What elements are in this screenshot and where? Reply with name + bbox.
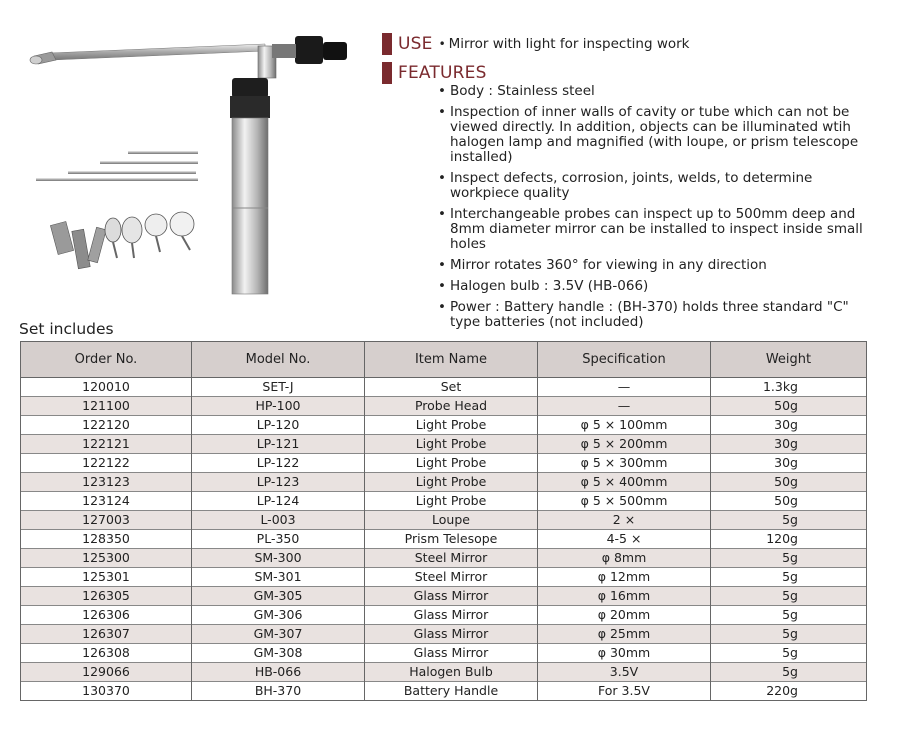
- item-name-cell: Prism Telesope: [365, 530, 538, 549]
- weight-cell: 220g: [711, 682, 867, 701]
- table-row: [21, 568, 867, 587]
- weight-cell: 50g: [711, 473, 867, 492]
- mirror-attachments: [50, 212, 194, 269]
- weight-cell: 30g: [711, 435, 867, 454]
- feature-item: • Power : Battery handle : (BH-370) holds three standard "C" type batteries (not included): [438, 300, 868, 330]
- set-includes-title: Set includes: [19, 320, 114, 338]
- order-no-cell: 130370: [21, 682, 192, 701]
- model-no-cell: LP-121: [192, 435, 365, 454]
- features-heading-bar: [382, 62, 392, 84]
- table-row: [21, 644, 867, 663]
- order-no-cell: 128350: [21, 530, 192, 549]
- order-no-cell: 126308: [21, 644, 192, 663]
- model-no-cell: LP-120: [192, 416, 365, 435]
- item-name-cell: Steel Mirror: [365, 568, 538, 587]
- weight-cell: 1.3kg: [711, 378, 867, 397]
- model-no-cell: SET-J: [192, 378, 365, 397]
- model-no-cell: LP-123: [192, 473, 365, 492]
- order-no-cell: 123124: [21, 492, 192, 511]
- specification-cell: φ 16mm: [538, 587, 711, 606]
- model-no-cell: GM-306: [192, 606, 365, 625]
- weight-cell: 5g: [711, 663, 867, 682]
- use-heading-bar: [382, 33, 392, 55]
- order-no-cell: 122121: [21, 435, 192, 454]
- item-name-cell: Glass Mirror: [365, 606, 538, 625]
- model-no-cell: GM-307: [192, 625, 365, 644]
- feature-item: • Interchangeable probes can inspect up to 500mm deep and 8mm diameter mirror can be installed to inspect inside small holes: [438, 207, 868, 252]
- weight-cell: 5g: [711, 511, 867, 530]
- weight-cell: 5g: [711, 549, 867, 568]
- model-no-cell: BH-370: [192, 682, 365, 701]
- specification-cell: —: [538, 378, 711, 397]
- order-no-cell: 129066: [21, 663, 192, 682]
- model-no-cell: HB-066: [192, 663, 365, 682]
- col-specification: Specification: [538, 342, 711, 378]
- order-no-cell: 126306: [21, 606, 192, 625]
- item-name-cell: Light Probe: [365, 435, 538, 454]
- specification-cell: φ 5 × 100mm: [538, 416, 711, 435]
- weight-cell: 50g: [711, 492, 867, 511]
- order-no-cell: 126307: [21, 625, 192, 644]
- weight-cell: 120g: [711, 530, 867, 549]
- item-name-cell: Loupe: [365, 511, 538, 530]
- use-description-wrap: • Mirror with light for inspecting work: [438, 36, 690, 52]
- order-no-cell: 125301: [21, 568, 192, 587]
- order-no-cell: 127003: [21, 511, 192, 530]
- table-row: [21, 625, 867, 644]
- table-row: [21, 492, 867, 511]
- model-no-cell: L-003: [192, 511, 365, 530]
- specification-cell: φ 20mm: [538, 606, 711, 625]
- table-row: [21, 511, 867, 530]
- model-no-cell: HP-100: [192, 397, 365, 416]
- specification-cell: φ 8mm: [538, 549, 711, 568]
- order-no-cell: 121100: [21, 397, 192, 416]
- order-no-cell: 120010: [21, 378, 192, 397]
- table-row: [21, 606, 867, 625]
- model-no-cell: PL-350: [192, 530, 365, 549]
- specification-cell: For 3.5V: [538, 682, 711, 701]
- feature-item: • Inspection of inner walls of cavity or tube which can not be viewed directly. In addition, objects can be illuminated wtih halogen lamp and magnified (with loupe, or prism telescope installed): [438, 105, 868, 165]
- order-no-cell: 126305: [21, 587, 192, 606]
- col-item-name: Item Name: [365, 342, 538, 378]
- set-includes-table: [20, 341, 867, 701]
- table-row: [21, 397, 867, 416]
- weight-cell: 5g: [711, 606, 867, 625]
- order-no-cell: 122120: [21, 416, 192, 435]
- order-no-cell: 125300: [21, 549, 192, 568]
- use-heading: USE: [398, 34, 433, 54]
- features-heading: FEATURES: [398, 63, 487, 83]
- weight-cell: 5g: [711, 625, 867, 644]
- specification-cell: 4-5 ×: [538, 530, 711, 549]
- item-name-cell: Battery Handle: [365, 682, 538, 701]
- specification-cell: φ 25mm: [538, 625, 711, 644]
- weight-cell: 5g: [711, 568, 867, 587]
- table-row: [21, 473, 867, 492]
- specification-cell: —: [538, 397, 711, 416]
- probe-arm: [30, 44, 265, 64]
- item-name-cell: Light Probe: [365, 492, 538, 511]
- weight-cell: 30g: [711, 416, 867, 435]
- model-no-cell: GM-305: [192, 587, 365, 606]
- specification-cell: φ 5 × 300mm: [538, 454, 711, 473]
- probe-head: [258, 36, 347, 78]
- feature-item: • Body : Stainless steel: [438, 84, 868, 99]
- item-name-cell: Glass Mirror: [365, 625, 538, 644]
- specification-cell: φ 30mm: [538, 644, 711, 663]
- item-name-cell: Steel Mirror: [365, 549, 538, 568]
- table-row: [21, 549, 867, 568]
- item-name-cell: Set: [365, 378, 538, 397]
- feature-item: • Mirror rotates 360° for viewing in any direction: [438, 258, 868, 273]
- table-row: [21, 454, 867, 473]
- use-section: [382, 33, 690, 55]
- col-model-no: Model No.: [192, 342, 365, 378]
- model-no-cell: LP-122: [192, 454, 365, 473]
- use-description: Mirror with light for inspecting work: [448, 36, 690, 52]
- table-row: [21, 416, 867, 435]
- weight-cell: 50g: [711, 397, 867, 416]
- weight-cell: 5g: [711, 644, 867, 663]
- order-no-cell: 122122: [21, 454, 192, 473]
- features-section: [382, 62, 487, 84]
- specification-cell: φ 5 × 200mm: [538, 435, 711, 454]
- item-name-cell: Light Probe: [365, 454, 538, 473]
- item-name-cell: Light Probe: [365, 416, 538, 435]
- table-header-row: [21, 342, 867, 378]
- table-row: [21, 530, 867, 549]
- feature-item: • Inspect defects, corrosion, joints, welds, to determine workpiece quality: [438, 171, 868, 201]
- table-row: [21, 663, 867, 682]
- weight-cell: 30g: [711, 454, 867, 473]
- feature-item: • Halogen bulb : 3.5V (HB-066): [438, 279, 868, 294]
- table-row: [21, 378, 867, 397]
- item-name-cell: Halogen Bulb: [365, 663, 538, 682]
- specification-cell: 2 ×: [538, 511, 711, 530]
- item-name-cell: Glass Mirror: [365, 587, 538, 606]
- item-name-cell: Light Probe: [365, 473, 538, 492]
- light-probes: [36, 151, 198, 181]
- model-no-cell: SM-300: [192, 549, 365, 568]
- weight-cell: 5g: [711, 587, 867, 606]
- specification-cell: 3.5V: [538, 663, 711, 682]
- specification-cell: φ 5 × 400mm: [538, 473, 711, 492]
- table-row: [21, 682, 867, 701]
- item-name-cell: Probe Head: [365, 397, 538, 416]
- specification-cell: φ 12mm: [538, 568, 711, 587]
- table-row: [21, 435, 867, 454]
- table-row: [21, 587, 867, 606]
- order-no-cell: 123123: [21, 473, 192, 492]
- model-no-cell: LP-124: [192, 492, 365, 511]
- model-no-cell: GM-308: [192, 644, 365, 663]
- model-no-cell: SM-301: [192, 568, 365, 587]
- col-weight: Weight: [711, 342, 867, 378]
- product-illustration: [20, 18, 360, 318]
- specification-cell: φ 5 × 500mm: [538, 492, 711, 511]
- features-list: [438, 84, 868, 336]
- item-name-cell: Glass Mirror: [365, 644, 538, 663]
- table-body: [21, 378, 867, 701]
- battery-handle: [230, 78, 270, 294]
- col-order-no: Order No.: [21, 342, 192, 378]
